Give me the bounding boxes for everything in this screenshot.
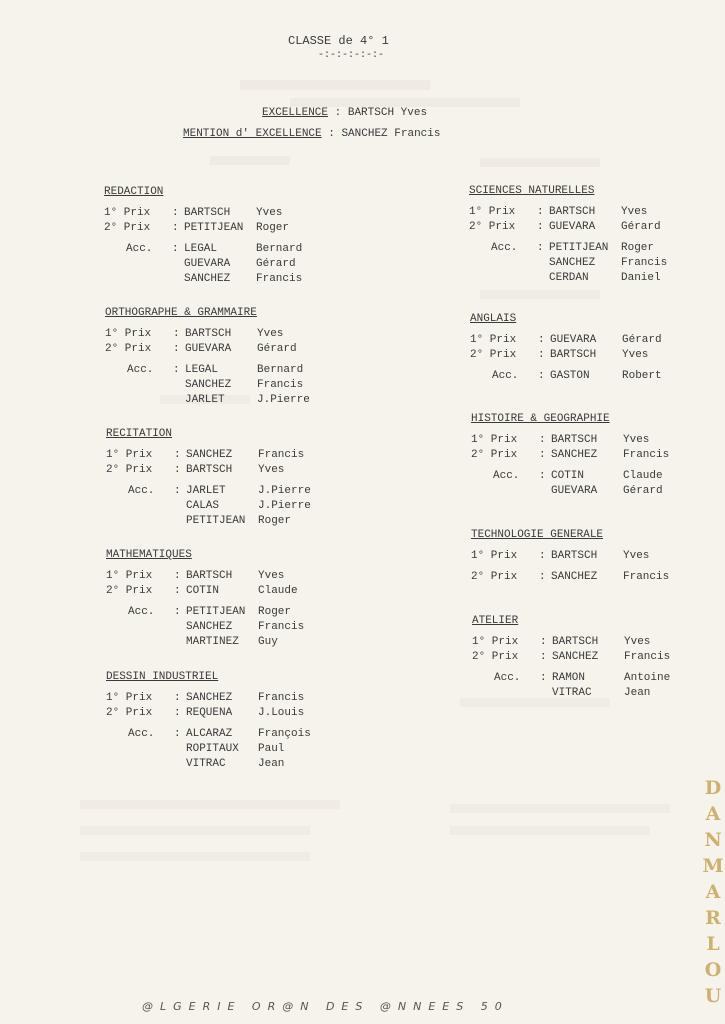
bleed-through: [290, 98, 520, 107]
watermark-letter: R: [705, 907, 721, 929]
accessit-colon: :: [174, 606, 181, 618]
prize-label: 1° Prix: [471, 550, 518, 562]
student-first-name: Francis: [621, 257, 668, 269]
prize-row: [106, 706, 311, 721]
watermark-letter: D: [704, 777, 722, 799]
student-last-name: JARLET: [185, 394, 225, 406]
accessit-block: [469, 241, 667, 286]
prize-row: [472, 635, 670, 650]
subject-title: TECHNOLOGIE GENERALE: [471, 529, 604, 541]
student-first-name: Antoine: [624, 672, 671, 684]
accessit-label: Acc.: [493, 470, 520, 482]
student-last-name: BARTSCH: [186, 570, 233, 582]
student-first-name: Francis: [258, 692, 305, 704]
student-first-name: J.Louis: [258, 707, 305, 719]
student-last-name: GUEVARA: [549, 221, 596, 233]
student-first-name: François: [258, 728, 311, 740]
student-last-name: PETITJEAN: [186, 515, 246, 527]
student-last-name: GUEVARA: [185, 343, 232, 355]
watermark-letter: M: [702, 855, 724, 877]
accessit-row: [551, 469, 663, 484]
subject-section: [470, 312, 662, 384]
accessit-row: [186, 605, 304, 620]
accessit-row: [550, 369, 662, 384]
watermark: [700, 775, 725, 1009]
student-last-name: CERDAN: [549, 272, 589, 284]
prize-row: [105, 342, 310, 357]
student-first-name: Francis: [256, 273, 303, 285]
student-first-name: Bernard: [257, 364, 304, 376]
student-last-name: SANCHEZ: [549, 257, 596, 269]
prize-label: 2° Prix: [106, 707, 153, 719]
student-first-name: Yves: [622, 349, 649, 361]
prize-row: [106, 691, 311, 706]
accessit-colon: :: [173, 364, 180, 376]
accessit-block: [471, 469, 669, 499]
watermark-letter: A: [705, 881, 721, 903]
prize-colon: :: [539, 571, 546, 583]
student-first-name: Roger: [256, 222, 290, 234]
accessit-label: Acc.: [127, 364, 154, 376]
accessit-row: [186, 620, 304, 635]
accessit-label: Acc.: [128, 485, 155, 497]
prize-colon: :: [537, 221, 544, 233]
bleed-through: [450, 804, 670, 813]
prize-label: 2° Prix: [470, 349, 517, 361]
student-first-name: J.Pierre: [258, 485, 311, 497]
bleed-through: [240, 80, 430, 90]
prize-colon: :: [540, 651, 547, 663]
accessit-row: [185, 363, 310, 378]
subject-title: ATELIER: [472, 615, 519, 627]
watermark-letter: A: [705, 803, 721, 825]
student-last-name: BARTSCH: [185, 328, 232, 340]
prize-row: [469, 220, 667, 235]
student-first-name: Francis: [623, 449, 670, 461]
subject-title: RECITATION: [106, 428, 173, 440]
student-first-name: Francis: [258, 621, 305, 633]
subject-title: HISTOIRE & GEOGRAPHIE: [471, 413, 610, 425]
prize-row: [469, 205, 667, 220]
accessit-row: [185, 393, 310, 408]
student-last-name: LEGAL: [185, 364, 219, 376]
subject-title: ANGLAIS: [470, 313, 517, 325]
accessit-block: [106, 605, 304, 650]
accessit-row: [184, 242, 302, 257]
accessit-colon: :: [172, 243, 179, 255]
mention-line: [183, 128, 440, 140]
mention-name: SANCHEZ Francis: [341, 128, 441, 140]
prize-row: [106, 463, 311, 478]
student-first-name: Francis: [258, 449, 305, 461]
prize-label: 1° Prix: [472, 636, 519, 648]
student-first-name: Paul: [258, 743, 285, 755]
student-first-name: Yves: [624, 636, 651, 648]
subject-section: [105, 306, 310, 408]
accessit-colon: :: [539, 470, 546, 482]
accessit-row: [552, 671, 670, 686]
bleed-through: [80, 826, 310, 835]
student-last-name: BARTSCH: [550, 349, 597, 361]
student-last-name: COTIN: [551, 470, 585, 482]
student-first-name: Roger: [258, 515, 292, 527]
student-first-name: Robert: [622, 370, 662, 382]
prize-label: 1° Prix: [106, 570, 153, 582]
accessit-row: [549, 271, 667, 286]
student-last-name: SANCHEZ: [184, 273, 231, 285]
student-last-name: BARTSCH: [551, 550, 598, 562]
student-first-name: Gérard: [621, 221, 661, 233]
prize-colon: :: [174, 692, 181, 704]
prize-colon: :: [173, 328, 180, 340]
watermark-letter: U: [704, 985, 722, 1007]
student-first-name: Bernard: [256, 243, 303, 255]
student-last-name: BARTSCH: [552, 636, 599, 648]
student-first-name: Daniel: [621, 272, 661, 284]
student-first-name: Yves: [256, 207, 283, 219]
student-last-name: PETITJEAN: [549, 242, 609, 254]
prize-row: [471, 433, 669, 448]
student-last-name: COTIN: [186, 585, 220, 597]
bleed-through: [210, 156, 290, 165]
accessit-row: [185, 378, 310, 393]
prize-label: 1° Prix: [106, 692, 153, 704]
student-first-name: J.Pierre: [258, 500, 311, 512]
student-last-name: BARTSCH: [184, 207, 231, 219]
student-first-name: Francis: [623, 571, 670, 583]
student-first-name: Yves: [623, 434, 650, 446]
prize-row: [106, 569, 304, 584]
student-last-name: VITRAC: [552, 687, 592, 699]
student-last-name: PETITJEAN: [184, 222, 244, 234]
prize-label: 1° Prix: [105, 328, 152, 340]
excellence-name: BARTSCH Yves: [347, 107, 428, 119]
prize-label: 2° Prix: [105, 343, 152, 355]
accessit-label: Acc.: [494, 672, 521, 684]
accessit-block: [104, 242, 302, 287]
prize-row: [470, 348, 662, 363]
bleed-through: [450, 826, 650, 835]
student-last-name: BARTSCH: [186, 464, 233, 476]
student-first-name: Yves: [257, 328, 284, 340]
student-last-name: VITRAC: [186, 758, 226, 770]
accessit-block: [106, 727, 311, 772]
excellence-line: [262, 107, 427, 119]
accessit-label: Acc.: [128, 728, 155, 740]
prize-row: [471, 448, 669, 463]
prize-colon: :: [539, 449, 546, 461]
watermark-letter: L: [706, 933, 720, 955]
subject-section: [471, 528, 669, 585]
prize-row: [106, 448, 311, 463]
prize-colon: :: [174, 585, 181, 597]
watermark-letter: O: [704, 959, 722, 981]
accessit-row: [186, 514, 311, 529]
bleed-through: [480, 158, 600, 167]
student-first-name: Yves: [623, 550, 650, 562]
student-first-name: Yves: [621, 206, 648, 218]
accessit-row: [551, 484, 663, 499]
student-first-name: Claude: [258, 585, 298, 597]
prize-label: 2° Prix: [472, 651, 519, 663]
prize-colon: :: [538, 334, 545, 346]
excellence-label: EXCELLENCE: [262, 107, 329, 119]
prize-label: 1° Prix: [470, 334, 517, 346]
student-first-name: Yves: [258, 464, 285, 476]
student-last-name: SANCHEZ: [186, 449, 233, 461]
excellence-colon: :: [334, 107, 342, 119]
student-last-name: SANCHEZ: [185, 379, 232, 391]
student-last-name: CALAS: [186, 500, 220, 512]
student-first-name: Gérard: [256, 258, 296, 270]
prize-label: 2° Prix: [471, 449, 518, 461]
prize-row: [106, 584, 304, 599]
subject-title: REDACTION: [104, 186, 164, 198]
prize-row: [472, 650, 670, 665]
student-last-name: ROPITAUX: [186, 743, 239, 755]
prize-colon: :: [540, 636, 547, 648]
accessit-row: [186, 757, 311, 772]
student-first-name: Gérard: [622, 334, 662, 346]
subject-section: [106, 548, 304, 650]
prize-colon: :: [539, 434, 546, 446]
subject-section: [471, 412, 669, 499]
prize-colon: :: [539, 550, 546, 562]
student-last-name: REQUENA: [186, 707, 233, 719]
prize-row: [104, 221, 302, 236]
student-first-name: Yves: [258, 570, 285, 582]
prize-label: 1° Prix: [106, 449, 153, 461]
bleed-through: [480, 290, 600, 299]
accessit-row: [186, 484, 311, 499]
accessit-colon: :: [540, 672, 547, 684]
accessit-label: Acc.: [128, 606, 155, 618]
student-last-name: SANCHEZ: [551, 571, 598, 583]
student-last-name: SANCHEZ: [186, 621, 233, 633]
student-first-name: Francis: [624, 651, 671, 663]
student-last-name: PETITJEAN: [186, 606, 246, 618]
subject-section: [472, 614, 670, 701]
bleed-through: [80, 800, 340, 809]
prize-label: 2° Prix: [471, 571, 518, 583]
student-last-name: JARLET: [186, 485, 226, 497]
subject-section: [469, 184, 667, 286]
prize-colon: :: [537, 206, 544, 218]
student-first-name: Roger: [258, 606, 292, 618]
watermark-letter: N: [704, 829, 722, 851]
accessit-block: [105, 363, 310, 408]
accessit-row: [186, 635, 304, 650]
subject-section: [104, 185, 302, 287]
prize-label: 1° Prix: [104, 207, 151, 219]
subject-title: MATHEMATIQUES: [106, 549, 192, 561]
accessit-row: [184, 257, 302, 272]
accessit-row: [184, 272, 302, 287]
student-last-name: SANCHEZ: [551, 449, 598, 461]
prize-colon: :: [174, 707, 181, 719]
subject-section: [106, 427, 311, 529]
student-last-name: GUEVARA: [184, 258, 231, 270]
accessit-block: [470, 369, 662, 384]
footer-text: @LGERIE OR@N DES @NNEES 50: [142, 1000, 509, 1013]
prize-colon: :: [173, 343, 180, 355]
accessit-row: [186, 499, 311, 514]
student-last-name: SANCHEZ: [186, 692, 233, 704]
prize-label: 2° Prix: [469, 221, 516, 233]
student-first-name: Francis: [257, 379, 304, 391]
accessit-label: Acc.: [492, 370, 519, 382]
student-last-name: ALCARAZ: [186, 728, 233, 740]
accessit-label: Acc.: [126, 243, 153, 255]
accessit-row: [186, 742, 311, 757]
prize-colon: :: [174, 464, 181, 476]
prize-label: 2° Prix: [106, 585, 153, 597]
prize-row: [471, 570, 669, 585]
prize-colon: :: [172, 222, 179, 234]
mention-label: MENTION d' EXCELLENCE: [183, 128, 322, 140]
subject-title: SCIENCES NATURELLES: [469, 185, 595, 197]
class-title: CLASSE de 4° 1: [288, 34, 389, 48]
title-ornament: -:-:-:-:-:-: [318, 50, 385, 61]
prize-colon: :: [174, 570, 181, 582]
accessit-colon: :: [538, 370, 545, 382]
subject-section: [106, 670, 311, 772]
student-last-name: MARTINEZ: [186, 636, 239, 648]
prize-row: [471, 549, 669, 564]
accessit-label: Acc.: [491, 242, 518, 254]
prize-row: [470, 333, 662, 348]
prize-label: 1° Prix: [469, 206, 516, 218]
accessit-row: [552, 686, 670, 701]
student-last-name: BARTSCH: [549, 206, 596, 218]
accessit-row: [186, 727, 311, 742]
subject-title: ORTHOGRAPHE & GRAMMAIRE: [105, 307, 257, 319]
student-first-name: Jean: [258, 758, 285, 770]
prize-colon: :: [172, 207, 179, 219]
accessit-block: [106, 484, 311, 529]
prize-label: 2° Prix: [106, 464, 153, 476]
student-first-name: Roger: [621, 242, 655, 254]
accessit-colon: :: [174, 728, 181, 740]
mention-colon: :: [328, 128, 335, 140]
student-last-name: GUEVARA: [551, 485, 598, 497]
student-first-name: Gérard: [257, 343, 297, 355]
student-first-name: Claude: [623, 470, 663, 482]
prize-row: [105, 327, 310, 342]
student-first-name: Gérard: [623, 485, 663, 497]
subject-title: DESSIN INDUSTRIEL: [106, 671, 219, 683]
student-first-name: J.Pierre: [257, 394, 310, 406]
accessit-row: [549, 241, 667, 256]
student-first-name: Jean: [624, 687, 651, 699]
student-last-name: BARTSCH: [551, 434, 598, 446]
accessit-block: [472, 671, 670, 701]
prize-label: 1° Prix: [471, 434, 518, 446]
prize-colon: :: [538, 349, 545, 361]
prize-row: [104, 206, 302, 221]
accessit-colon: :: [174, 485, 181, 497]
student-last-name: GASTON: [550, 370, 590, 382]
student-last-name: RAMON: [552, 672, 586, 684]
bleed-through: [80, 852, 310, 861]
accessit-row: [549, 256, 667, 271]
student-last-name: GUEVARA: [550, 334, 597, 346]
prize-colon: :: [174, 449, 181, 461]
prize-label: 2° Prix: [104, 222, 151, 234]
student-last-name: LEGAL: [184, 243, 218, 255]
accessit-colon: :: [537, 242, 544, 254]
student-last-name: SANCHEZ: [552, 651, 599, 663]
student-first-name: Guy: [258, 636, 278, 648]
